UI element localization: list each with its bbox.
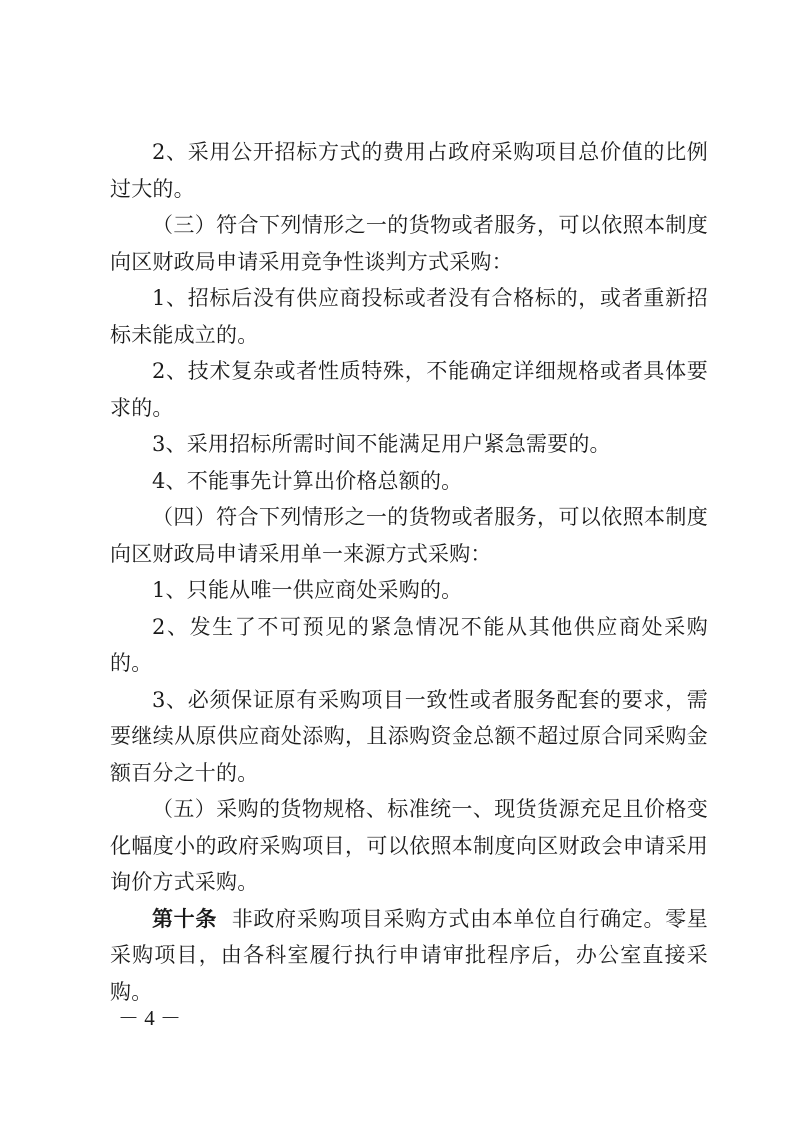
paragraph: 2、采用公开招标方式的费用占政府采购项目总价值的比例过大的。 xyxy=(110,140,708,201)
article-title: 第十条 xyxy=(152,906,218,931)
page-number: － 4 － xyxy=(118,1006,181,1030)
document-body xyxy=(110,134,708,1010)
paragraph: 4、不能事先计算出价格总额的。 xyxy=(152,468,463,493)
paragraph: 1、只能从唯一供应商处采购的。 xyxy=(152,578,463,602)
paragraph: 2、技术复杂或者性质特殊，不能确定详细规格或者具体要求的。 xyxy=(110,359,708,420)
paragraph: 3、采用招标所需时间不能满足用户紧急需要的。 xyxy=(152,432,611,456)
paragraph: 1、招标后没有供应商投标或者没有合格标的，或者重新招标未能成立的。 xyxy=(110,286,708,347)
paragraph: （四）符合下列情形之一的货物或者服务，可以依照本制度向区财政局申请采用单一来源方式采购： xyxy=(110,505,708,566)
paragraph: （三）符合下列情形之一的货物或者服务，可以依照本制度向区财政局申请采用竞争性谈判方式采购： xyxy=(110,213,708,274)
article-body: 非政府采购项目采购方式由本单位自行确定。零星采购项目，由各科室履行执行申请审批程序后，办公室直接采购。 xyxy=(110,906,708,1004)
article-paragraph xyxy=(110,901,708,1011)
paragraph: 2、发生了不可预见的紧急情况不能从其他供应商处采购的。 xyxy=(110,614,708,675)
paragraph: （五）采购的货物规格、标准统一、现货货源充足且价格变化幅度小的政府采购项目，可以依照本制度向区财政会申请采用询价方式采购。 xyxy=(110,797,708,894)
paragraph: 3、必须保证原有采购项目一致性或者服务配套的要求，需要继续从原供应商处添购，且添购资金总额不超过原合同采购金额百分之十的。 xyxy=(110,687,708,785)
